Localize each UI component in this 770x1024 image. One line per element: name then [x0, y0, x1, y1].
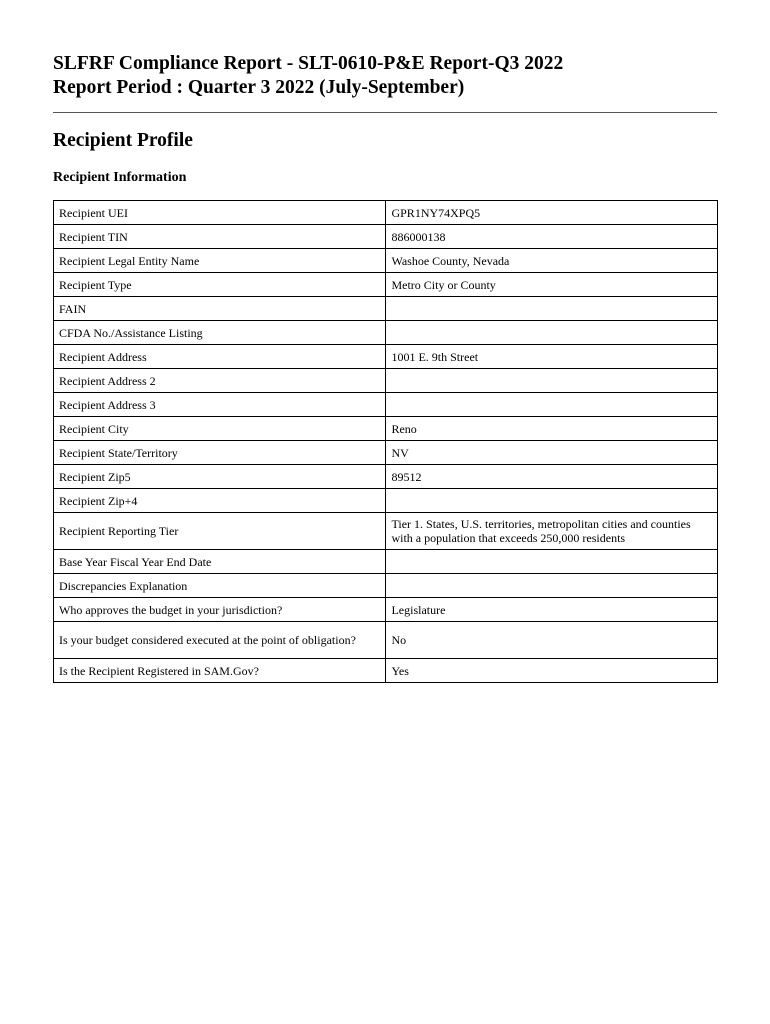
row-label: Recipient State/Territory — [54, 441, 386, 465]
table-row — [54, 201, 718, 225]
row-value: Legislature — [386, 598, 718, 622]
header-divider — [53, 112, 717, 113]
row-label: Recipient Zip5 — [54, 465, 386, 489]
table-row — [54, 369, 718, 393]
table-row — [54, 225, 718, 249]
table-row — [54, 489, 718, 513]
report-page — [53, 52, 717, 678]
row-label: Recipient Reporting Tier — [54, 513, 386, 550]
row-value — [386, 550, 718, 574]
row-value — [386, 321, 718, 345]
row-value — [386, 369, 718, 393]
row-value — [386, 297, 718, 321]
row-value — [386, 393, 718, 417]
row-label: Recipient Legal Entity Name — [54, 249, 386, 273]
row-label: Is the Recipient Registered in SAM.Gov? — [54, 659, 386, 683]
table-row — [54, 659, 718, 683]
table-row — [54, 417, 718, 441]
row-label: FAIN — [54, 297, 386, 321]
row-label: Recipient Type — [54, 273, 386, 297]
table-row — [54, 441, 718, 465]
row-label: Discrepancies Explanation — [54, 574, 386, 598]
table-row — [54, 249, 718, 273]
table-row — [54, 321, 718, 345]
table-row — [54, 465, 718, 489]
row-label: Recipient City — [54, 417, 386, 441]
section-subtitle: Recipient Information — [53, 170, 187, 185]
row-label: Recipient Address 2 — [54, 369, 386, 393]
row-label: Recipient Address 3 — [54, 393, 386, 417]
table-row — [54, 513, 718, 550]
row-value: 89512 — [386, 465, 718, 489]
row-label: Recipient Address — [54, 345, 386, 369]
row-label: Is your budget considered executed at the point of obligation? — [54, 622, 386, 659]
row-value — [386, 574, 718, 598]
row-value: Reno — [386, 417, 718, 441]
section-title: Recipient Profile — [53, 130, 193, 151]
table-row — [54, 297, 718, 321]
report-period: Report Period : Quarter 3 2022 (July-September) — [53, 77, 465, 98]
table-row — [54, 622, 718, 659]
row-value: Tier 1. States, U.S. territories, metropolitan cities and counties with a population that exceeds 250,000 residents — [386, 513, 718, 550]
table-row — [54, 550, 718, 574]
row-value: 886000138 — [386, 225, 718, 249]
table-row — [54, 273, 718, 297]
table-row — [54, 393, 718, 417]
row-label: Recipient Zip+4 — [54, 489, 386, 513]
table-row — [54, 574, 718, 598]
row-label: CFDA No./Assistance Listing — [54, 321, 386, 345]
row-label: Base Year Fiscal Year End Date — [54, 550, 386, 574]
row-label: Recipient UEI — [54, 201, 386, 225]
row-value: Metro City or County — [386, 273, 718, 297]
row-value: 1001 E. 9th Street — [386, 345, 718, 369]
row-value: Washoe County, Nevada — [386, 249, 718, 273]
row-value — [386, 489, 718, 513]
row-label: Recipient TIN — [54, 225, 386, 249]
recipient-info-table — [53, 200, 718, 683]
table-row — [54, 598, 718, 622]
report-title: SLFRF Compliance Report - SLT-0610-P&E Report-Q3 2022 — [53, 53, 564, 74]
row-value: Yes — [386, 659, 718, 683]
row-value: No — [386, 622, 718, 659]
row-label: Who approves the budget in your jurisdiction? — [54, 598, 386, 622]
table-row — [54, 345, 718, 369]
row-value: NV — [386, 441, 718, 465]
row-value: GPR1NY74XPQ5 — [386, 201, 718, 225]
